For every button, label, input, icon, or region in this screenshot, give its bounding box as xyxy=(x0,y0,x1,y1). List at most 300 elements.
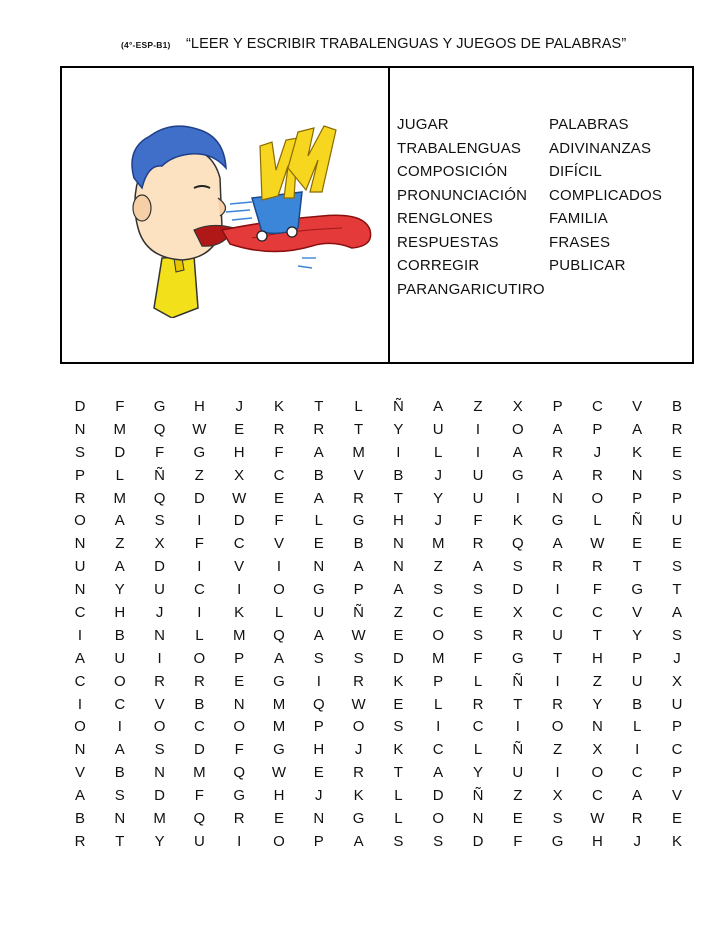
grid-letter[interactable]: N xyxy=(154,626,166,644)
grid-letter[interactable]: T xyxy=(393,489,403,507)
grid-letter[interactable]: G xyxy=(352,810,365,828)
grid-letter[interactable]: G xyxy=(153,398,166,415)
grid-letter[interactable]: C xyxy=(671,741,683,759)
grid-letter[interactable]: H xyxy=(313,741,325,759)
grid-letter[interactable]: Y xyxy=(632,626,643,644)
grid-letter[interactable]: S xyxy=(393,718,404,736)
grid-letter[interactable]: W xyxy=(351,695,366,713)
grid-letter[interactable]: R xyxy=(353,489,365,507)
grid-letter[interactable]: E xyxy=(393,626,404,644)
grid-letter[interactable]: Z xyxy=(513,787,523,805)
grid-letter[interactable]: N xyxy=(154,764,166,782)
grid-letter[interactable]: I xyxy=(237,581,242,599)
grid-letter[interactable]: S xyxy=(313,649,324,667)
grid-letter[interactable]: P xyxy=(632,649,643,667)
grid-letter[interactable]: B xyxy=(632,695,643,713)
grid-letter[interactable]: O xyxy=(432,810,445,828)
grid-letter[interactable]: A xyxy=(512,443,523,461)
grid-letter[interactable]: U xyxy=(671,512,683,530)
grid-letter[interactable]: P xyxy=(234,649,245,667)
grid-letter[interactable]: S xyxy=(74,443,85,461)
grid-letter[interactable]: R xyxy=(353,764,365,782)
grid-letter[interactable]: C xyxy=(552,604,564,622)
grid-letter[interactable]: S xyxy=(472,626,483,644)
grid-letter[interactable]: K xyxy=(512,512,523,530)
grid-letter[interactable]: P xyxy=(353,581,364,599)
grid-letter[interactable]: J xyxy=(354,741,363,759)
grid-letter[interactable]: M xyxy=(113,489,127,507)
grid-letter[interactable]: N xyxy=(74,581,86,599)
grid-letter[interactable]: L xyxy=(473,741,483,759)
grid-letter[interactable]: S xyxy=(154,512,165,530)
grid-letter[interactable]: E xyxy=(313,535,324,553)
grid-letter[interactable]: R xyxy=(74,832,86,850)
grid-letter[interactable]: C xyxy=(472,718,484,736)
grid-letter[interactable]: L xyxy=(473,672,483,690)
grid-letter[interactable]: J xyxy=(434,466,442,484)
grid-letter[interactable]: D xyxy=(193,741,205,759)
grid-letter[interactable]: Y xyxy=(472,764,483,782)
grid-letter[interactable]: G xyxy=(511,466,524,484)
grid-letter[interactable]: H xyxy=(273,787,285,805)
grid-letter[interactable]: G xyxy=(551,832,564,850)
grid-letter[interactable]: V xyxy=(154,695,165,713)
grid-letter[interactable]: O xyxy=(153,718,166,736)
grid-letter[interactable]: N xyxy=(74,741,86,759)
grid-letter[interactable]: P xyxy=(671,764,682,782)
grid-letter[interactable]: E xyxy=(671,443,682,461)
grid-letter[interactable]: K xyxy=(393,672,404,690)
grid-letter[interactable]: B xyxy=(313,466,324,484)
grid-letter[interactable]: U xyxy=(671,695,683,713)
grid-letter[interactable]: Q xyxy=(312,695,325,713)
grid-letter[interactable]: S xyxy=(671,466,682,484)
grid-letter[interactable]: P xyxy=(433,672,444,690)
grid-letter[interactable]: B xyxy=(393,466,404,484)
grid-letter[interactable]: J xyxy=(235,398,243,415)
grid-letter[interactable]: S xyxy=(154,741,165,759)
grid-letter[interactable]: R xyxy=(671,420,683,438)
grid-letter[interactable]: I xyxy=(117,718,122,736)
grid-letter[interactable]: R xyxy=(233,810,245,828)
grid-letter[interactable]: X xyxy=(671,672,682,690)
grid-letter[interactable]: R xyxy=(313,420,325,438)
grid-letter[interactable]: D xyxy=(74,398,86,415)
grid-letter[interactable]: C xyxy=(591,604,603,622)
grid-letter[interactable]: C xyxy=(193,581,205,599)
grid-letter[interactable]: Y xyxy=(114,581,125,599)
grid-letter[interactable]: T xyxy=(314,398,324,415)
grid-letter[interactable]: Z xyxy=(473,398,483,415)
grid-letter[interactable]: M xyxy=(113,420,127,438)
grid-letter[interactable]: X xyxy=(154,535,165,553)
grid-letter[interactable]: Y xyxy=(393,420,404,438)
grid-letter[interactable]: Z xyxy=(433,558,443,576)
grid-letter[interactable]: F xyxy=(473,649,483,667)
grid-letter[interactable]: I xyxy=(515,718,520,736)
grid-letter[interactable]: F xyxy=(592,581,602,599)
grid-letter[interactable]: E xyxy=(671,535,682,553)
grid-letter[interactable]: W xyxy=(271,764,287,782)
grid-letter[interactable]: G xyxy=(511,649,524,667)
grid-letter[interactable]: V xyxy=(632,604,643,622)
grid-letter[interactable]: X xyxy=(592,741,603,759)
grid-letter[interactable]: G xyxy=(352,512,365,530)
grid-letter[interactable]: B xyxy=(194,695,205,713)
grid-letter[interactable]: N xyxy=(74,535,86,553)
grid-letter[interactable]: P xyxy=(313,718,324,736)
grid-letter[interactable]: O xyxy=(551,718,564,736)
grid-letter[interactable]: F xyxy=(274,512,284,530)
grid-letter[interactable]: Z xyxy=(553,741,563,759)
grid-letter[interactable]: A xyxy=(313,489,324,507)
grid-letter[interactable]: I xyxy=(197,604,202,622)
grid-letter[interactable]: A xyxy=(433,398,444,415)
grid-letter[interactable]: Y xyxy=(154,832,165,850)
grid-letter[interactable]: O xyxy=(432,626,445,644)
grid-letter[interactable]: K xyxy=(353,787,364,805)
grid-letter[interactable]: I xyxy=(157,649,162,667)
grid-letter[interactable]: N xyxy=(313,810,325,828)
grid-letter[interactable]: E xyxy=(393,695,404,713)
grid-letter[interactable]: N xyxy=(591,718,603,736)
grid-letter[interactable]: L xyxy=(274,604,284,622)
grid-letter[interactable]: T xyxy=(115,832,125,850)
grid-letter[interactable]: Ñ xyxy=(353,604,365,622)
grid-letter[interactable]: F xyxy=(155,443,165,461)
grid-letter[interactable]: S xyxy=(433,581,444,599)
grid-letter[interactable]: Y xyxy=(592,695,603,713)
grid-letter[interactable]: W xyxy=(590,535,605,553)
grid-letter[interactable]: L xyxy=(434,695,443,713)
grid-letter[interactable]: F xyxy=(473,512,483,530)
grid-letter[interactable]: N xyxy=(74,420,86,438)
grid-letter[interactable]: I xyxy=(436,718,441,736)
grid-letter[interactable]: C xyxy=(233,535,245,553)
grid-letter[interactable]: Ñ xyxy=(392,398,404,415)
grid-letter[interactable]: I xyxy=(555,764,560,782)
grid-letter[interactable]: Q xyxy=(153,420,166,438)
grid-letter[interactable]: I xyxy=(77,695,83,713)
grid-letter[interactable]: O xyxy=(273,832,285,850)
grid-letter[interactable]: L xyxy=(394,810,403,828)
grid-letter[interactable]: P xyxy=(592,420,603,438)
grid-letter[interactable]: S xyxy=(671,626,682,644)
grid-letter[interactable]: S xyxy=(433,832,444,850)
grid-letter[interactable]: R xyxy=(591,558,603,576)
grid-letter[interactable]: X xyxy=(552,787,563,805)
grid-letter[interactable]: W xyxy=(590,810,605,828)
grid-letter[interactable]: U xyxy=(193,832,205,850)
grid-letter[interactable]: S xyxy=(512,558,523,576)
grid-letter[interactable]: C xyxy=(432,741,444,759)
grid-letter[interactable]: S xyxy=(393,832,404,850)
grid-letter[interactable]: R xyxy=(472,695,484,713)
grid-letter[interactable]: N xyxy=(233,695,245,713)
grid-letter[interactable]: P xyxy=(313,832,324,850)
grid-letter[interactable]: A xyxy=(313,443,324,461)
grid-letter[interactable]: O xyxy=(74,512,86,530)
grid-letter[interactable]: V xyxy=(74,764,85,782)
grid-letter[interactable]: U xyxy=(472,489,484,507)
grid-letter[interactable]: A xyxy=(472,558,483,576)
grid-letter[interactable]: Y xyxy=(433,489,444,507)
grid-letter[interactable]: P xyxy=(74,466,85,484)
grid-letter[interactable]: A xyxy=(671,604,682,622)
grid-letter[interactable]: N xyxy=(472,810,484,828)
grid-letter[interactable]: U xyxy=(432,420,444,438)
grid-letter[interactable]: U xyxy=(74,558,86,576)
grid-letter[interactable]: I xyxy=(77,626,83,644)
grid-letter[interactable]: B xyxy=(114,626,125,644)
grid-letter[interactable]: R xyxy=(193,672,205,690)
grid-letter[interactable]: L xyxy=(195,626,204,644)
grid-letter[interactable]: I xyxy=(396,443,401,461)
grid-letter[interactable]: S xyxy=(552,810,563,828)
grid-letter[interactable]: O xyxy=(273,581,285,599)
grid-letter[interactable]: U xyxy=(472,466,484,484)
grid-letter[interactable]: A xyxy=(552,466,563,484)
grid-letter[interactable]: K xyxy=(234,604,245,622)
grid-letter[interactable]: Q xyxy=(233,764,246,782)
grid-letter[interactable]: O xyxy=(193,649,206,667)
grid-letter[interactable]: Z xyxy=(194,466,204,484)
grid-letter[interactable]: O xyxy=(352,718,365,736)
grid-letter[interactable]: S xyxy=(353,649,364,667)
grid-letter[interactable]: I xyxy=(316,672,321,690)
grid-letter[interactable]: O xyxy=(511,420,524,438)
grid-letter[interactable]: M xyxy=(431,649,445,667)
grid-letter[interactable]: T xyxy=(513,695,523,713)
grid-letter[interactable]: R xyxy=(353,672,365,690)
grid-letter[interactable]: D xyxy=(193,489,205,507)
grid-letter[interactable]: O xyxy=(591,489,604,507)
grid-letter[interactable]: M xyxy=(431,535,445,553)
grid-letter[interactable]: T xyxy=(393,764,403,782)
grid-letter[interactable]: U xyxy=(552,626,564,644)
grid-letter[interactable]: N xyxy=(114,810,126,828)
grid-letter[interactable]: O xyxy=(74,718,86,736)
grid-letter[interactable]: F xyxy=(194,787,204,805)
grid-letter[interactable]: U xyxy=(114,649,126,667)
grid-letter[interactable]: R xyxy=(154,672,166,690)
grid-letter[interactable]: A xyxy=(632,787,643,805)
grid-letter[interactable]: J xyxy=(155,604,164,622)
grid-letter[interactable]: M xyxy=(272,718,286,736)
grid-letter[interactable]: G xyxy=(312,581,325,599)
grid-letter[interactable]: M xyxy=(232,626,246,644)
grid-letter[interactable]: N xyxy=(631,466,643,484)
grid-letter[interactable]: Z xyxy=(393,604,403,622)
grid-letter[interactable]: J xyxy=(315,787,323,805)
grid-letter[interactable]: D xyxy=(154,558,166,576)
grid-letter[interactable]: W xyxy=(351,626,366,644)
grid-letter[interactable]: T xyxy=(672,581,682,599)
grid-letter[interactable]: I xyxy=(635,741,640,759)
grid-letter[interactable]: I xyxy=(475,443,481,461)
grid-letter[interactable]: D xyxy=(392,649,404,667)
grid-letter[interactable]: H xyxy=(114,604,126,622)
grid-letter[interactable]: T xyxy=(354,420,364,438)
grid-letter[interactable]: H xyxy=(392,512,404,530)
grid-letter[interactable]: V xyxy=(632,398,643,415)
grid-letter[interactable]: A xyxy=(353,558,364,576)
grid-letter[interactable]: T xyxy=(632,558,642,576)
grid-letter[interactable]: E xyxy=(234,420,245,438)
grid-letter[interactable]: P xyxy=(552,398,563,415)
grid-letter[interactable]: J xyxy=(434,512,442,530)
grid-letter[interactable]: V xyxy=(671,787,682,805)
grid-letter[interactable]: W xyxy=(192,420,207,438)
grid-letter[interactable]: P xyxy=(671,718,682,736)
grid-letter[interactable]: X xyxy=(512,604,523,622)
grid-letter[interactable]: U xyxy=(154,581,166,599)
grid-letter[interactable]: H xyxy=(193,398,205,415)
grid-letter[interactable]: B xyxy=(74,810,85,828)
grid-letter[interactable]: K xyxy=(671,832,682,850)
grid-letter[interactable]: A xyxy=(74,787,85,805)
grid-letter[interactable]: M xyxy=(352,443,365,461)
grid-letter[interactable]: D xyxy=(114,443,126,461)
grid-letter[interactable]: I xyxy=(197,512,202,530)
grid-letter[interactable]: J xyxy=(633,832,641,850)
grid-letter[interactable]: N xyxy=(392,558,404,576)
grid-letter[interactable]: Z xyxy=(115,535,125,553)
grid-letter[interactable]: Q xyxy=(193,810,206,828)
grid-letter[interactable]: E xyxy=(273,810,284,828)
grid-letter[interactable]: O xyxy=(113,672,126,690)
grid-letter[interactable]: V xyxy=(273,535,284,553)
grid-letter[interactable]: A xyxy=(552,535,563,553)
grid-letter[interactable]: Q xyxy=(511,535,524,553)
grid-letter[interactable]: G xyxy=(631,581,644,599)
grid-letter[interactable]: D xyxy=(472,832,484,850)
grid-letter[interactable]: E xyxy=(313,764,324,782)
grid-letter[interactable]: C xyxy=(591,398,603,415)
grid-letter[interactable]: N xyxy=(552,489,564,507)
grid-letter[interactable]: Ñ xyxy=(512,741,524,759)
grid-letter[interactable]: I xyxy=(475,420,481,438)
grid-letter[interactable]: U xyxy=(631,672,643,690)
grid-letter[interactable]: C xyxy=(74,672,86,690)
grid-letter[interactable]: I xyxy=(555,581,560,599)
grid-letter[interactable]: Z xyxy=(592,672,602,690)
grid-letter[interactable]: G xyxy=(233,787,246,805)
grid-letter[interactable]: A xyxy=(313,626,324,644)
grid-letter[interactable]: F xyxy=(274,443,284,461)
grid-letter[interactable]: T xyxy=(553,649,563,667)
grid-letter[interactable]: L xyxy=(434,443,443,461)
grid-letter[interactable]: I xyxy=(197,558,202,576)
grid-letter[interactable]: E xyxy=(273,489,284,507)
grid-letter[interactable]: C xyxy=(432,604,444,622)
grid-letter[interactable]: A xyxy=(433,764,444,782)
grid-letter[interactable]: C xyxy=(631,764,643,782)
grid-letter[interactable]: K xyxy=(393,741,404,759)
grid-letter[interactable]: A xyxy=(114,512,125,530)
grid-letter[interactable]: X xyxy=(234,466,245,484)
grid-letter[interactable]: M xyxy=(272,695,286,713)
grid-letter[interactable]: A xyxy=(273,649,284,667)
grid-letter[interactable]: D xyxy=(512,581,524,599)
grid-letter[interactable]: R xyxy=(552,695,564,713)
grid-letter[interactable]: G xyxy=(273,741,285,759)
grid-letter[interactable]: B xyxy=(114,764,125,782)
grid-letter[interactable]: V xyxy=(234,558,245,576)
grid-letter[interactable]: F xyxy=(234,741,244,759)
grid-letter[interactable]: L xyxy=(115,466,124,484)
grid-letter[interactable]: E xyxy=(671,810,682,828)
grid-letter[interactable]: Q xyxy=(273,626,285,644)
grid-letter[interactable]: R xyxy=(472,535,484,553)
grid-letter[interactable]: M xyxy=(153,810,166,828)
grid-letter[interactable]: Ñ xyxy=(631,512,643,530)
grid-letter[interactable]: E xyxy=(472,604,483,622)
grid-letter[interactable]: F xyxy=(194,535,204,553)
grid-letter[interactable]: Ñ xyxy=(512,672,524,690)
grid-letter[interactable]: Q xyxy=(153,489,166,507)
grid-letter[interactable]: C xyxy=(114,695,126,713)
grid-letter[interactable]: E xyxy=(234,672,245,690)
grid-letter[interactable]: A xyxy=(393,581,404,599)
grid-letter[interactable]: O xyxy=(233,718,246,736)
grid-letter[interactable]: I xyxy=(237,832,242,850)
grid-letter[interactable]: U xyxy=(313,604,325,622)
grid-letter[interactable]: T xyxy=(592,626,602,644)
grid-letter[interactable]: I xyxy=(515,489,520,507)
grid-letter[interactable]: X xyxy=(512,398,523,415)
grid-letter[interactable]: R xyxy=(591,466,603,484)
grid-letter[interactable]: R xyxy=(273,420,285,438)
grid-letter[interactable]: E xyxy=(632,535,643,553)
grid-letter[interactable]: B xyxy=(353,535,364,553)
grid-letter[interactable]: N xyxy=(313,558,325,576)
grid-letter[interactable]: B xyxy=(671,398,682,415)
grid-letter[interactable]: P xyxy=(671,489,682,507)
grid-letter[interactable]: L xyxy=(394,787,403,805)
grid-letter[interactable]: P xyxy=(632,489,643,507)
grid-letter[interactable]: Ñ xyxy=(472,787,484,805)
grid-letter[interactable]: G xyxy=(193,443,206,461)
grid-letter[interactable]: A xyxy=(114,558,125,576)
grid-letter[interactable]: A xyxy=(552,420,563,438)
grid-letter[interactable]: L xyxy=(593,512,602,530)
grid-letter[interactable]: M xyxy=(193,764,206,782)
grid-letter[interactable]: G xyxy=(551,512,564,530)
grid-letter[interactable]: L xyxy=(314,512,323,530)
grid-letter[interactable]: F xyxy=(513,832,523,850)
grid-letter[interactable]: S xyxy=(472,581,483,599)
grid-letter[interactable]: L xyxy=(633,718,642,736)
grid-letter[interactable]: R xyxy=(512,626,524,644)
grid-letter[interactable]: U xyxy=(512,764,524,782)
grid-letter[interactable]: R xyxy=(74,489,86,507)
grid-letter[interactable]: H xyxy=(591,649,603,667)
grid-letter[interactable]: A xyxy=(632,420,643,438)
grid-letter[interactable]: S xyxy=(114,787,125,805)
grid-letter[interactable]: N xyxy=(392,535,404,553)
grid-letter[interactable]: A xyxy=(74,649,85,667)
grid-letter[interactable]: E xyxy=(512,810,523,828)
grid-letter[interactable]: I xyxy=(276,558,282,576)
grid-letter[interactable]: J xyxy=(673,649,681,667)
grid-letter[interactable]: H xyxy=(591,832,603,850)
grid-letter[interactable]: G xyxy=(273,672,285,690)
grid-letter[interactable]: L xyxy=(354,398,363,415)
grid-letter[interactable]: D xyxy=(233,512,245,530)
grid-letter[interactable]: K xyxy=(632,443,643,461)
grid-letter[interactable]: F xyxy=(115,398,125,415)
